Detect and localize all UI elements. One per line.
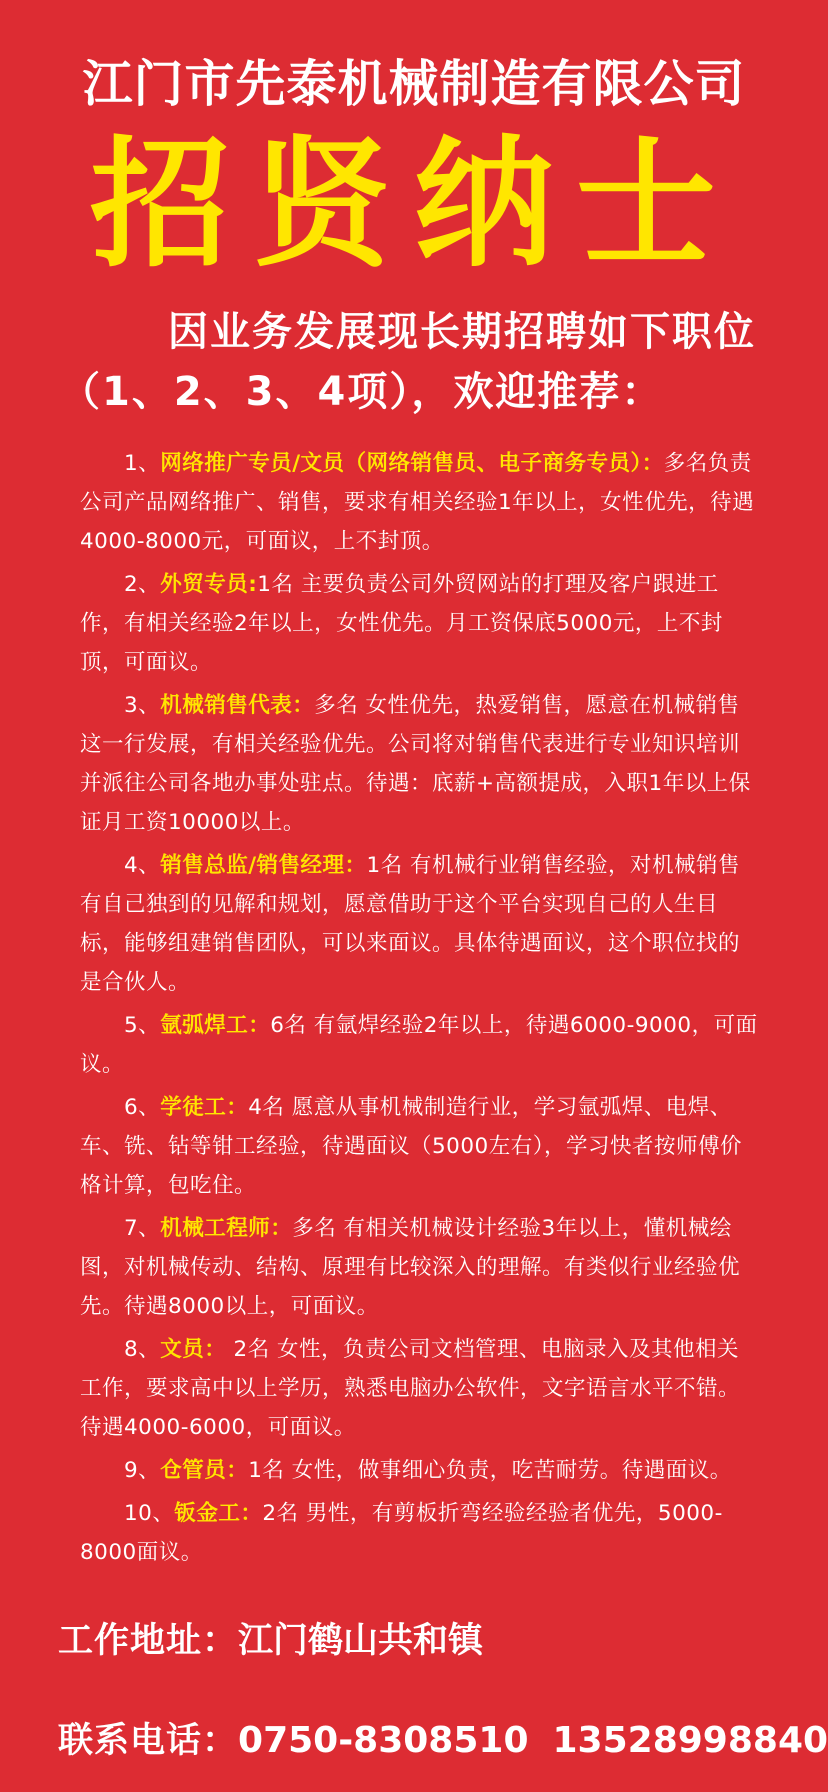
job-number: 4、 bbox=[124, 853, 161, 878]
job-number: 5、 bbox=[124, 1013, 161, 1038]
job-description: 6名 有氩焊经验2年以上，待遇6000-9000，可面议。 bbox=[80, 1013, 758, 1077]
job-title: 氩弧焊工： bbox=[160, 1013, 271, 1038]
address-label: 工作地址： bbox=[58, 1621, 239, 1661]
job-item bbox=[80, 686, 758, 842]
job-title: 网络推广专员/文员（网络销售员、电子商务专员）： bbox=[160, 451, 664, 476]
headline: 招贤纳士 bbox=[89, 124, 738, 287]
job-number: 9、 bbox=[124, 1458, 161, 1483]
job-description: 1名 有机械行业销售经验，对机械销售有自己独到的见解和规划，愿意借助于这个平台实现自己的人生目标，能够组建销售团队，可以来面议。具体待遇面议，这个职位找的是合伙人。 bbox=[80, 853, 741, 995]
job-number: 2、 bbox=[124, 572, 161, 597]
job-description: 多名负责公司产品网络推广、销售，要求有相关经验1年以上，女性优先，待遇4000-8000元，可面议，上不封顶。 bbox=[80, 451, 755, 554]
job-description: 4名 愿意从事机械制造行业，学习氩弧焊、电焊、车、铣、钻等钳工经验，待遇面议（5000左右），学习快者按师傅价格计算，包吃住。 bbox=[80, 1095, 742, 1198]
intro-text: 因业务发展现长期招聘如下职位（1、2、3、4项），欢迎推荐： bbox=[60, 309, 756, 415]
job-item bbox=[80, 1451, 758, 1490]
job-number: 3、 bbox=[124, 693, 161, 718]
job-description: 2名 女性，负责公司文档管理、电脑录入及其他相关工作，要求高中以上学历，熟悉电脑办公软件，文字语言水平不错。待遇4000-6000，可面议。 bbox=[80, 1337, 741, 1440]
job-title: 仓管员： bbox=[160, 1458, 249, 1483]
job-description: 多名 女性优先，热爱销售，愿意在机械销售这一行发展，有相关经验优先。公司将对销售代表进行专业知识培训并派往公司各地办事处驻点。待遇：底薪+高额提成，入职1年以上保证月工资10000以上。 bbox=[80, 693, 751, 835]
job-item bbox=[80, 565, 758, 682]
contact-phone bbox=[58, 1718, 828, 1764]
job-item bbox=[80, 1088, 758, 1205]
job-item bbox=[80, 1006, 758, 1084]
company-name: 江门市先泰机械制造有限公司 bbox=[82, 55, 746, 113]
job-number: 10、 bbox=[124, 1501, 175, 1526]
job-item bbox=[80, 1494, 758, 1572]
job-description: 多名 有相关机械设计经验3年以上，懂机械绘图，对机械传动、结构、原理有比较深入的理解。有类似行业经验优先。待遇8000以上，可面议。 bbox=[80, 1216, 741, 1319]
job-item bbox=[80, 1209, 758, 1326]
job-title: 钣金工： bbox=[174, 1501, 263, 1526]
job-description: 1名 主要负责公司外贸网站的打理及客户跟进工作，有相关经验2年以上，女性优先。月工资保底5000元，上不封顶，可面议。 bbox=[80, 572, 723, 675]
job-title: 外贸专员: bbox=[160, 572, 258, 597]
work-address bbox=[58, 1618, 818, 1664]
job-item bbox=[80, 1330, 758, 1447]
job-title: 机械工程师： bbox=[160, 1216, 293, 1241]
job-number: 6、 bbox=[124, 1095, 161, 1120]
job-description: 1名 女性，做事细心负责，吃苦耐劳。待遇面议。 bbox=[248, 1458, 732, 1483]
job-title: 销售总监/销售经理： bbox=[160, 853, 367, 878]
job-title: 学徒工： bbox=[160, 1095, 249, 1120]
job-item bbox=[80, 846, 758, 1002]
address-value: 江门鹤山共和镇 bbox=[238, 1621, 484, 1661]
job-number: 8、 bbox=[124, 1337, 161, 1362]
job-number: 1、 bbox=[124, 451, 161, 476]
job-title: 机械销售代表： bbox=[160, 693, 315, 718]
phone-mobile[interactable]: 13528998840 bbox=[552, 1720, 828, 1761]
phone-label: 联系电话： bbox=[58, 1721, 239, 1761]
job-title: 文员： bbox=[160, 1337, 227, 1362]
phone-landline[interactable]: 0750-8308510 bbox=[238, 1720, 529, 1761]
job-description: 2名 男性，有剪板折弯经验经验者优先，5000-8000面议。 bbox=[80, 1501, 723, 1565]
job-list bbox=[80, 444, 758, 1576]
job-number: 7、 bbox=[124, 1216, 161, 1241]
job-item bbox=[80, 444, 758, 561]
